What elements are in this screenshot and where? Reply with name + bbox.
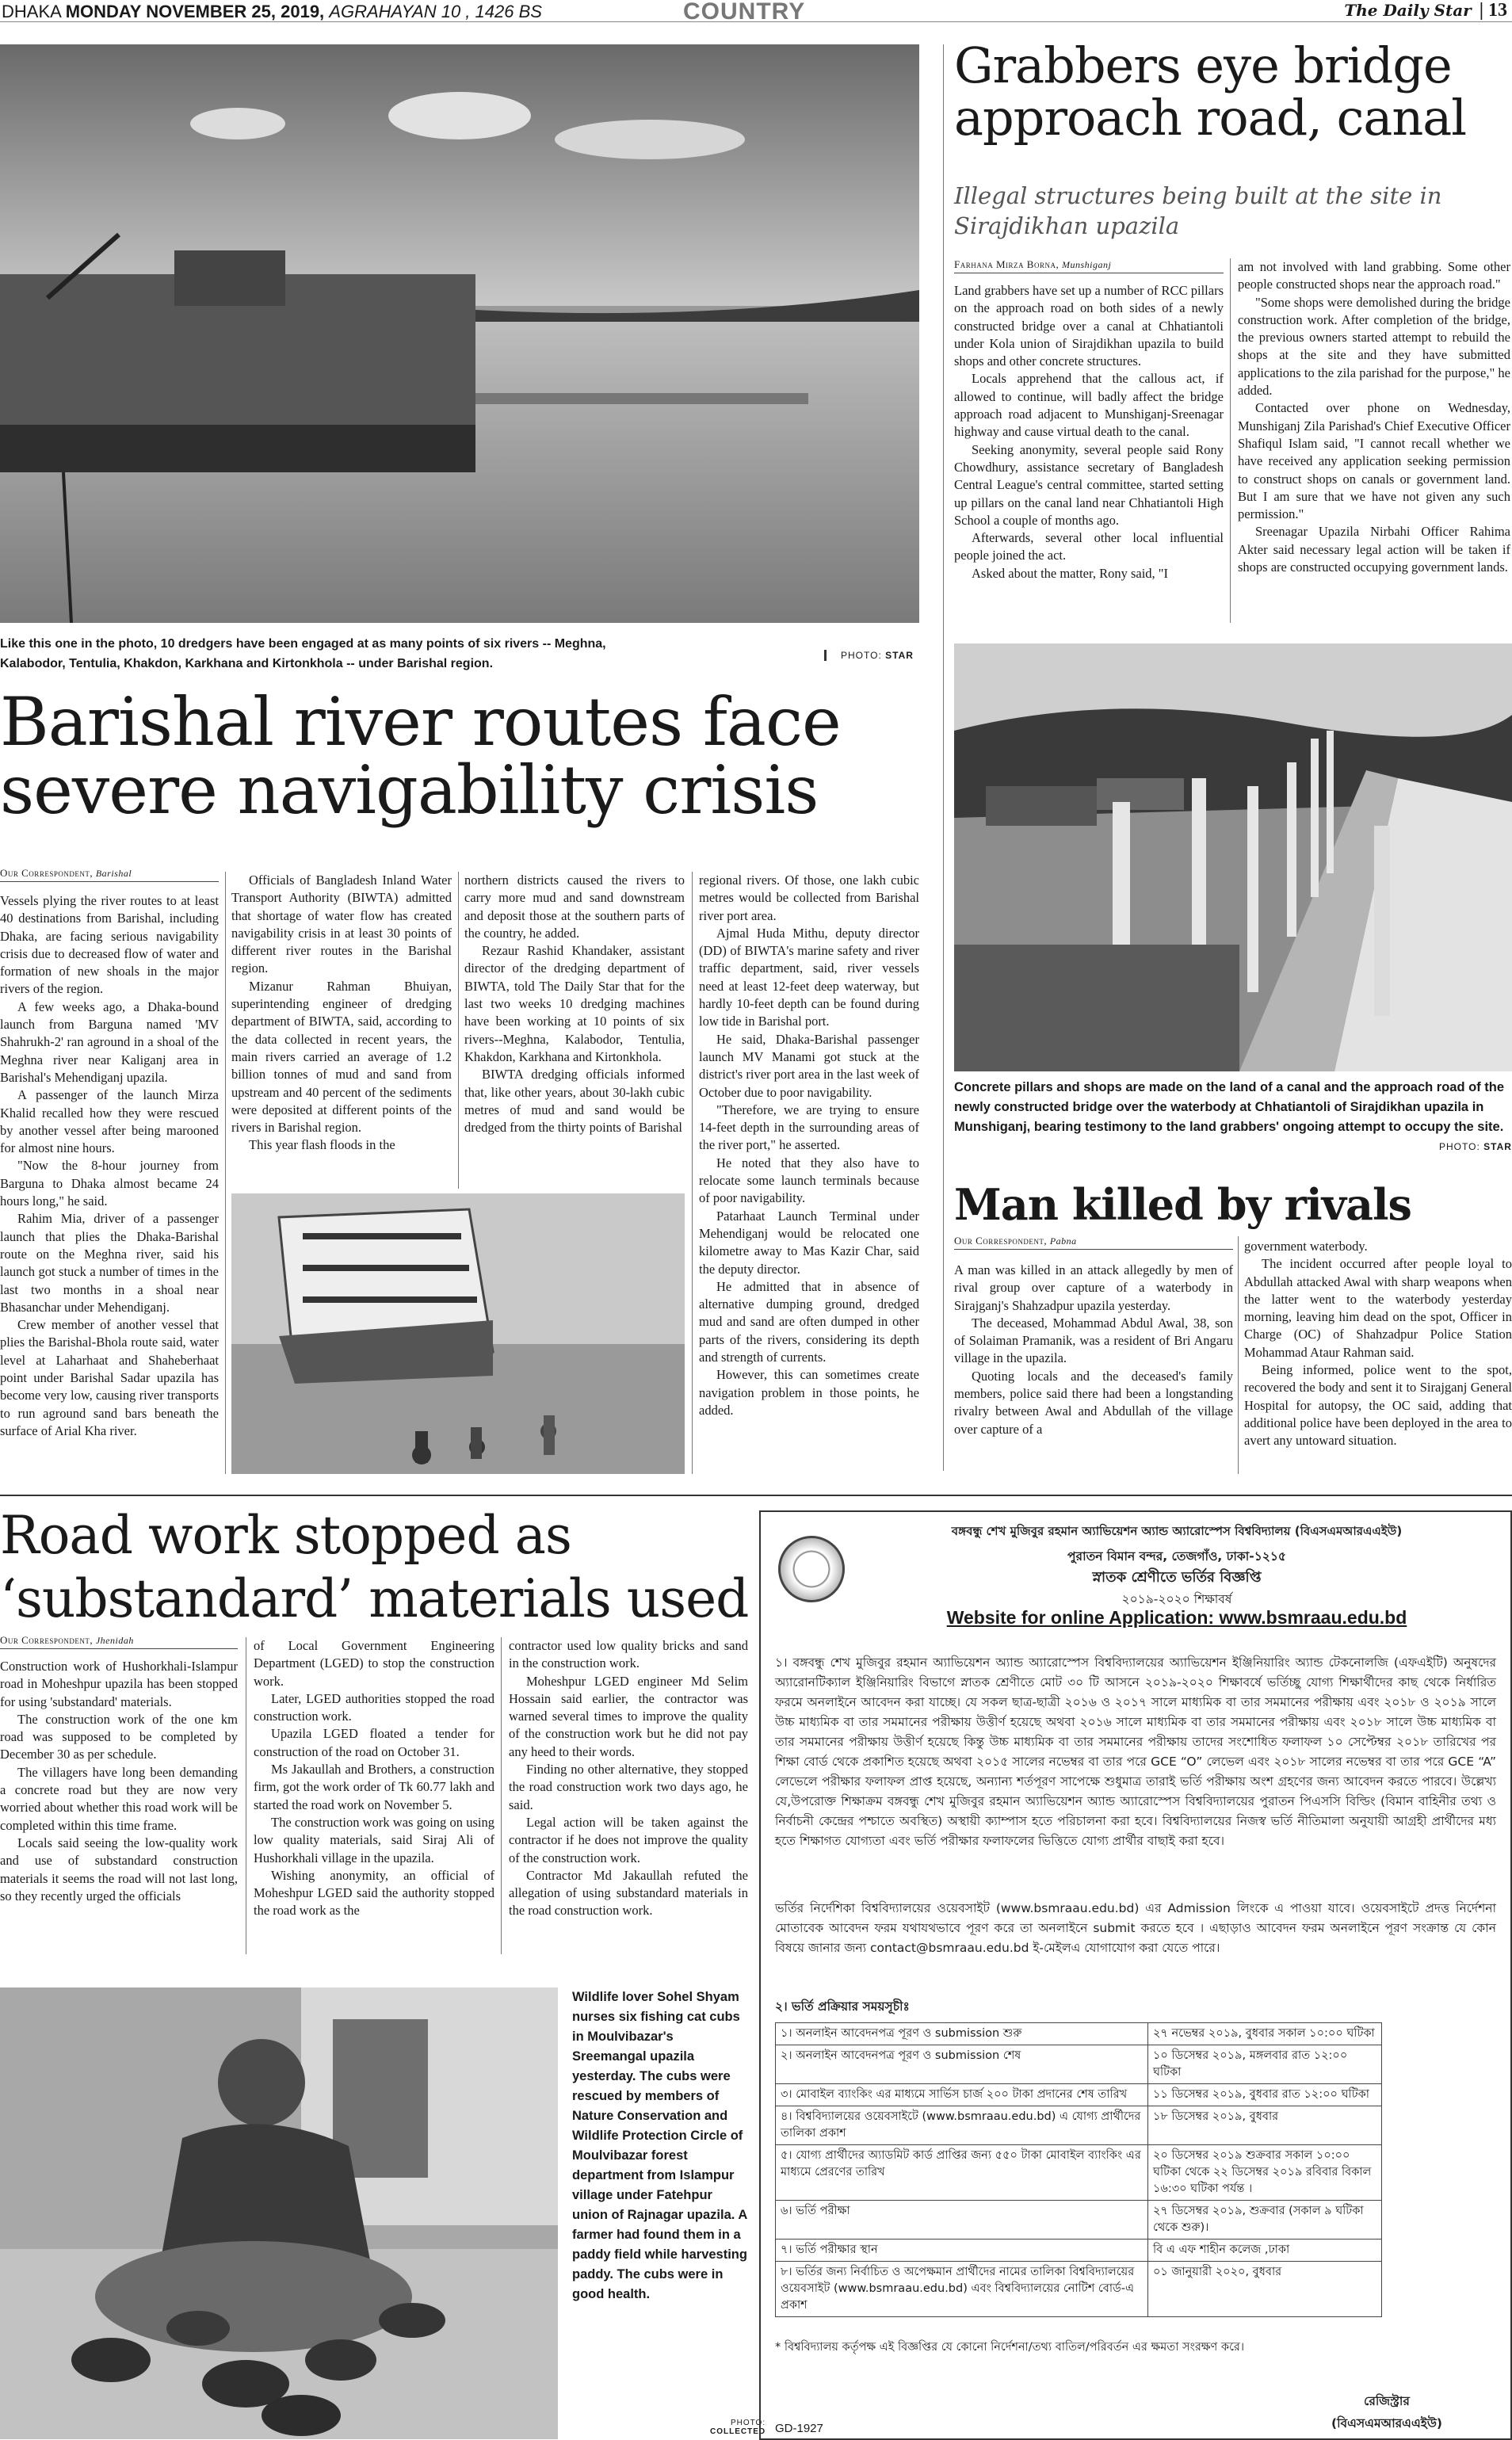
rivals-col-2 — [1244, 1238, 1512, 1450]
barishal-headline: Barishal river routes face severe navigability crisis — [0, 683, 841, 829]
paragraph: of Local Government Engineering Department (LGED) to stop the construction work. — [254, 1638, 494, 1689]
paragraph: The construction work was going on using low quality materials, said Siraj Ali of Hushorkhali village in the upazila. — [254, 1814, 494, 1865]
grabbers-headline: Grabbers eye bridge approach road, canal — [954, 36, 1467, 147]
dredger-photo-credit: PHOTO: STAR — [824, 650, 914, 661]
pillars-photo — [954, 643, 1512, 1071]
paragraph: He said, Dhaka-Barishal passenger launch MV Manami got stuck at the district's river port area in the last week of October due to poor navigability. — [699, 1031, 919, 1100]
paragraph: A few weeks ago, a Dhaka-bound launch from Barguna named 'MV Shahrukh-2' ran aground in a shoal of the Meghna river near Kaliganj area in Barishal's Mehendiganj upazila. — [0, 999, 219, 1085]
paragraph: am not involved with land grabbing. Some other people constructed shops near the approach road." — [1238, 259, 1510, 292]
admission-paragraph-2: ভর্তির নির্দেশিকা বিশ্ববিদ্যালয়ের ওয়েবসাইট (www.bsmraau.edu.bd) এর Admission লিংকে এ পাওয়া যাবে। ওয়েবসাইটে প্রদত্ত নির্দেশনা মোতাবেক আবেদন ফরম যথাযথভাবে পূরণ করে তা অনলাইনে submit করতে হবে । এছাড়াও আবেদন ফরম অনলাইনে পূরণ সংক্রান্ত যে কোন বিষয়ে জানার জন্য contact@bsmraau.edu.bd ই-মেইলএ যোগাযোগ করা যেতে পারে। — [775, 1901, 1496, 1955]
schedule-date: ১০ ডিসেম্বর ২০১৯, মঙ্গলবার রাত ১২:০০ ঘটিকা — [1148, 2045, 1382, 2084]
paragraph: contractor used low quality bricks and sand in the construction work. — [509, 1638, 748, 1671]
signatory: রেজিস্ট্রার — [1364, 2394, 1410, 2408]
paragraph: Rahim Mia, driver of a passenger launch that plies the Dhaka-Barishal route on the Meghna river, said his launch got stuck a number of times in the last two months in a shoal near Bhasanchar under Mehendiganj. — [0, 1211, 219, 1315]
schedule-item: ১। অনলাইন আবেদনপত্র পূরণ ও submission শুরু — [776, 2023, 1148, 2045]
schedule-table — [775, 2022, 1382, 2317]
section-name: COUNTRY — [683, 0, 806, 25]
paragraph: Afterwards, several other local influential people joined the act. — [954, 530, 1224, 563]
paragraph: Being informed, police went to the spot, recovered the body and sent it to Sirajganj General Hospital for autopsy, the OC said, adding that additional police have been deployed in the area to avert any untoward situation. — [1244, 1362, 1512, 1449]
paragraph: The villagers have long been demanding a concrete road but they are now very worried about whether this road work will be completed within this time frame. — [0, 1764, 238, 1833]
paragraph: Upazila LGED floated a tender for construction of the road on October 31. — [254, 1726, 494, 1759]
schedule-item: ২। অনলাইন আবেদনপত্র পূরণ ও submission শেষ — [776, 2045, 1148, 2084]
schedule-date: ২০ ডিসেম্বর ২০১৯ শুক্রবার সকাল ১০:০০ ঘটিকা থেকে ২২ ডিসেম্বর ২০১৯ রবিবার বিকাল ১৬:৩০ ঘটিকা পর্যন্ত । — [1148, 2145, 1382, 2201]
paragraph: Vessels plying the river routes to at least 40 destinations from Barishal, including Dhaka, are facing serious navigability crisis due to decreased flow of water and formation of new shoals in the major rivers of the region. — [0, 893, 219, 997]
fishing-cat-credit: PHOTO: COLLECTED — [710, 2419, 766, 2436]
masthead: The Daily Star | 13 — [1344, 0, 1507, 21]
barishal-col-3 — [464, 872, 685, 1136]
paragraph: "Therefore, we are trying to ensure 14-feet depth in the surrounding areas of the river port," he asserted. — [699, 1102, 919, 1153]
schedule-row — [776, 2240, 1382, 2262]
schedule-row — [776, 2106, 1382, 2145]
paragraph: "Now the 8-hour journey from Barguna to Dhaka almost became 24 hours long," he said. — [0, 1158, 219, 1209]
dredger-photo — [0, 44, 919, 623]
paragraph: Locals said seeing the low-quality work and use of substandard construction materials it seems the road will not last long, so they recently urged the officials — [0, 1835, 238, 1904]
barishal-byline: Our Correspondent, Barishal — [0, 867, 219, 882]
schedule-row — [776, 2201, 1382, 2240]
road-col-2 — [254, 1637, 494, 1920]
signatory-org: (বিএসএমআরএএইউ) — [1331, 2416, 1442, 2430]
grabbers-col-1 — [954, 282, 1224, 582]
schedule-row — [776, 2145, 1382, 2201]
road-col-3 — [509, 1637, 748, 1920]
schedule-item: ৪। বিশ্ববিদ্যালয়ের ওয়েবসাইটে (www.bsmraau.edu.bd) এ যোগ্য প্রার্থীদের তালিকা প্রকাশ — [776, 2106, 1148, 2145]
schedule-item: ৮। ভর্তির জন্য নির্বাচিত ও অপেক্ষমান প্রার্থীদের নামের তালিকা বিশ্ববিদ্যালয়ের ওয়েবসাইট (www.bsmraau.edu.bd) এবং বিশ্ববিদ্যালয়ের নোটিশ বোর্ড-এ প্রকাশ — [776, 2262, 1148, 2317]
schedule-date: ২৭ নভেম্বর ২০১৯, বুধবার সকাল ১০:০০ ঘটিকা — [1148, 2023, 1382, 2045]
fishing-cat-caption: Wildlife lover Sohel Shyam nurses six fishing cat cubs in Moulvibazar's Sreemangal upazila yesterday. The cubs were rescued by members of Nature Conservation and Wildlife Protection Circle of Moulvibazar forest department from Islampur village under Fatehpur union of Rajnagar upazila. A farmer had found them in a paddy field while harvesting paddy. The cubs were in good health. — [572, 1990, 747, 2301]
paragraph: A passenger of the launch Mirza Khalid recalled how they were rescued by another vessel after being marooned for almost nine hours. — [0, 1087, 219, 1156]
paragraph: Quoting locals and the deceased's family members, police said there had been a longstanding rivalry between Awal and Abdullah of the village over capture of a — [954, 1368, 1233, 1437]
schedule-row — [776, 2045, 1382, 2084]
paragraph: Moheshpur LGED engineer Md Selim Hossain said earlier, the contractor was warned several times to improve the quality of the construction work but he did not pay any heed to their words. — [509, 1673, 748, 1759]
paragraph: Legal action will be taken against the contractor if he does not improve the quality of the construction work. — [509, 1814, 748, 1865]
paragraph: A man was killed in an attack allegedly by men of rival group over capture of a waterbody in Sirajganj's Shahzadpur upazila yesterday. — [954, 1262, 1233, 1313]
paragraph: northern districts caused the rivers to carry more mud and sand downstream and deposit those at the southern parts of the country, he added. — [464, 873, 685, 941]
paragraph: Patarhaat Launch Terminal under Mehendiganj would be relocated one kilometre away to Mas Kazir Char, said the deputy director. — [699, 1208, 919, 1277]
paragraph: Mizanur Rahman Bhuiyan, superintending engineer of dredging department of BIWTA, said, according to the data collected in recent years, the main rivers carried an average of 1.2 billion tonnes of mud and sand from upstream and 40 percent of the sediments were deposited at different points of the rivers in Barishal region. — [231, 978, 452, 1136]
paragraph: He noted that they also have to relocate some launch terminals because of poor navigability. — [699, 1155, 919, 1206]
barishal-col-4 — [699, 872, 919, 1419]
pillars-photo-credit: PHOTO: STAR — [1439, 1141, 1512, 1152]
paragraph: BIWTA dredging officials informed that, like other years, about 30-lakh cubic metres of mud and sand would be dredged from the thirty points of Barishal — [464, 1067, 685, 1136]
schedule-item: ৩। মোবাইল ব্যাংকিং এর মাধ্যমে সার্ভিস চার্জ ২০০ টাকা প্রদানের শেষ তারিখ — [776, 2084, 1148, 2106]
paragraph: Sreenagar Upazila Nirbahi Officer Rahima Akter said necessary legal action will be taken if shops are constructed occupying government lands. — [1238, 524, 1510, 575]
schedule-row — [776, 2084, 1382, 2106]
barishal-col-1 — [0, 892, 219, 1440]
rivals-headline: Man killed by rivals — [954, 1179, 1411, 1230]
paragraph: Wishing anonymity, an official of Moheshpur LGED said the authority stopped the road work as the — [254, 1867, 494, 1919]
paragraph: The construction work of the one km road was supposed to be completed by December 30 as per schedule. — [0, 1711, 238, 1762]
paragraph: The incident occurred after people loyal to Abdullah attacked Awal with sharp weapons when the latter went to the waterbody yesterday morning, leaving him dead on the spot, Officer in Charge (OC) of Shahzadpur Police Station Mohammad Ataur Rahman said. — [1244, 1256, 1512, 1360]
paragraph: Ms Jakaullah and Brothers, a construction firm, got the work order of Tk 60.77 lakh and started the road work on November 5. — [254, 1762, 494, 1812]
pillars-photo-caption: Concrete pillars and shops are made on the land of a canal and the approach road of the newly constructed bridge over the waterbody at Chhatiantoli of Sirajdikhan upazila in Munshiganj, bearing testimony to the land grabbers' ongoing attempt to occupy the site. — [954, 1080, 1505, 1134]
university-seal-icon — [778, 1536, 845, 1602]
dateline: DHAKA MONDAY NOVEMBER 25, 2019, AGRAHAYAN 10 , 1426 BS — [2, 2, 542, 21]
fishing-cat-photo — [0, 1988, 558, 2439]
schedule-date: ২৭ ডিসেম্বর ২০১৯, শুক্রবার (সকাল ৯ ঘটিকা থেকে শুরু)। — [1148, 2201, 1382, 2240]
paragraph: Rezaur Rashid Khandaker, assistant director of the dredging department of BIWTA, told The Daily Star that for the last two weeks 10 dredging machines have been working at 10 points of six rivers--Meghna, Kalabodor, Tentulia, Khakdon, Karkhana and Kirtonkhola. — [464, 943, 685, 1064]
paragraph: This year flash floods in the — [249, 1137, 395, 1153]
schedule-date: ০১ জানুয়ারী ২০২০, বুধবার — [1148, 2262, 1382, 2317]
notice-title: স্নাতক শ্রেণীতে ভর্তির বিজ্ঞপ্তি — [1092, 1569, 1262, 1586]
grabbers-subtitle: Illegal structures being built at the site in Sirajdikhan upazila — [954, 182, 1442, 239]
website-line: Website for online Application: www.bsmraau.edu.bd — [946, 1607, 1407, 1628]
paragraph: He admitted that in absence of alternative dumping ground, dredged mud and sand are often dumped in other parts of the rivers, considering its depth and strength of currents. — [699, 1278, 919, 1365]
paragraph: government waterbody. — [1244, 1239, 1368, 1254]
paragraph: Finding no other alternative, they stopped the road construction work two days ago, he said. — [509, 1762, 748, 1812]
paragraph: The deceased, Mohammad Abdul Awal, 38, son of Solaiman Pramanik, was a resident of Bri Angaru village in the upazila. — [954, 1315, 1233, 1366]
university-address: পুরাতন বিমান বন্দর, তেজগাঁও, ঢাকা-১২১৫ — [1067, 1549, 1286, 1564]
session: ২০১৯-২০২০ শিক্ষাবর্ষ — [1121, 1592, 1232, 1606]
paragraph: Asked about the matter, Rony said, "I — [972, 565, 1169, 581]
paragraph: Ajmal Huda Mithu, deputy director (DD) of BIWTA's marine safety and river traffic department, said, river vessels need at least 12-feet deep waterway, but hardly 10-feet depth can be found during low tide in Barishal port. — [699, 925, 919, 1029]
schedule-item: ৭। ভর্তি পরীক্ষার স্থান — [776, 2240, 1148, 2262]
grabbers-col-2 — [1238, 258, 1510, 576]
paragraph: regional rivers. Of those, one lakh cubic metres would be collected from Barishal river port area. — [699, 873, 919, 923]
dredger-photo-caption: Like this one in the photo, 10 dredgers have been engaged at as many points of six rivers -- Meghna, Kalabodor, Tentulia, Khakdon, Karkhana and Kirtonkhola -- under Barishal region. — [0, 637, 606, 670]
schedule-row — [776, 2023, 1382, 2045]
barishal-col-2 — [231, 872, 452, 1155]
admission-paragraph-1: ১। বঙ্গবন্ধু শেখ মুজিবুর রহমান অ্যাভিয়েশন অ্যান্ড অ্যারোস্পেস বিশ্ববিদ্যালয়ের অ্যাভিয়েশন ইঞ্জিনিয়ারিং অ্যান্ড টেকনোলজি (এফএইটি) অনুষদের অ্যারোনটিক্যাল ইঞ্জিনিয়ারিং বিভাগে স্নাতক শ্রেণীতে মোট ৩০ টি আসনে ২০১৯-২০২০ শিক্ষাবর্ষে ভর্তিচ্ছু যোগ্য শিক্ষার্থীদের কাছ থেকে নির্ধারিত ফরমে অনলাইনে আবেদন করা যাচ্ছে। যে সকল ছাত্র-ছাত্রী ২০১৬ ও ২০১৭ সালে মাধ্যমিক বা তার সমমানের পরীক্ষায় এবং ২০১৮ ও ২০১৯ সালে উচ্চ মাধ্যমিক বা তার সমমানের পরীক্ষায় উত্তীর্ণ হয়েছে অথবা ২০১৬ সালে মাধ্যমিক বা তার সমমানের পরীক্ষায় এবং ২০১৮ সালে উচ্চ মাধ্যমিক বা তার সমমানের পরীক্ষায় উত্তীর্ণ হয়েছে কিন্তু উচ্চ মাধ্যমিক বা তার সমমানের পরীক্ষায় তাদের সংশোধিত ফলাফল ১০ সেপ্টেম্বর ২০১৮ তারিখের পর শিক্ষা বোর্ড থেকে প্রকাশিত হয়েছে অথবা ২০১৫ সালের নভেম্বর বা তার পরে GCE “O” লেভেল এবং ২০১৮ সালের নভেম্বর বা তার পরে GCE “A” লেভেলে পরীক্ষার ফলাফল প্রাপ্ত হয়েছে, অন্যান্য শর্তপূরণ সাপেক্ষে শুধুমাত্র তারাই ভর্তি পরীক্ষায় অংশ গ্রহণের জন্য আবেদন করতে পারবে। উল্লেখ্য যে,উপরোক্ত শিক্ষাক্রম বঙ্গবন্ধু শেখ মুজিবুর রহমান অ্যাভিয়েশন অ্যান্ড অ্যারোস্পেস বিশ্ববিদ্যালয়ের পুরাতন পিএসসি বিল্ডিং (বিমান বাহিনীর তথ্য ও নির্বাচনী কেন্দ্রের পশ্চাতে অবস্থিত) অস্থায়ী ক্যাম্পাস হতে পরিচালনা করা হবে। বিশ্ববিদ্যালয়ের নিজস্ব ভর্তি নীতিমালা অনুযায়ী আগ্রহী প্রার্থীদের মধ্য হতে শিক্ষাগত যোগ্যতা এবং ভর্তি পরীক্ষার ফলাফলের ভিত্তিতে যোগ্য প্রার্থীর বাছাই করা হবে। — [775, 1655, 1496, 1848]
page-header — [0, 0, 1512, 25]
schedule-date: ১৮ ডিসেম্বর ২০১৯, বুধবার — [1148, 2106, 1382, 2145]
university-name: বঙ্গবন্ধু শেখ মুজিবুর রহমান অ্যাভিয়েশন অ্যান্ড অ্যারোস্পেস বিশ্ববিদ্যালয় (বিএসএমআরএএইউ) — [951, 1524, 1403, 1538]
paragraph: Contacted over phone on Wednesday, Munshiganj Zila Parishad's Chief Executive Officer Shafiqul Islam said, "I cannot recall whether we have received any application seeking permission to construct shops on canals or government land. But I am sure that we have not given any such permission." — [1238, 400, 1510, 522]
ad-code: GD-1927 — [775, 2422, 823, 2435]
schedule-date: ১১ ডিসেম্বর ২০১৯, বুধবার রাত ১২:০০ ঘটিকা — [1148, 2084, 1382, 2106]
schedule-date: বি এ এফ শাহীন কলেজ ,ঢাকা — [1148, 2240, 1382, 2262]
admission-advertisement — [759, 1510, 1512, 2440]
paragraph: However, this can sometimes create navigation problem in those points, he added. — [699, 1367, 919, 1418]
road-headline: Road work stopped as ‘substandard’ materials used — [0, 1505, 749, 1629]
paragraph: Locals apprehend that the callous act, if allowed to continue, will badly affect the bridge approach road adjacent to Munshiganj-Sreenagar highway and cause virtual death to the canal. — [954, 371, 1224, 440]
road-byline: Our Correspondent, Jhenidah — [0, 1634, 238, 1649]
ad-footnote: * বিশ্ববিদ্যালয় কর্তৃপক্ষ এই বিজ্ঞপ্তির যে কোনো নির্দেশনা/তথ্য বাতিল/পরিবর্তন এর ক্ষমতা সংরক্ষণ করে। — [775, 2341, 1245, 2354]
paragraph: Later, LGED authorities stopped the road construction work. — [254, 1690, 494, 1724]
paragraph: "Some shops were demolished during the bridge construction work. After completion of the bridge, the previous owners started attempt to rebuild the shops at the site and they have submitted applications to the zila parishad for the purpose," he added. — [1238, 294, 1510, 399]
paragraph: Crew member of another vessel that plies the Barishal-Bhola route said, water level at Laharhaat and Shaheberhaat point under Barishal Sadar upazila has become very low, causing river transports to run aground sand bars beneath the surface of Arial Kha river. — [0, 1317, 219, 1438]
launch-photo — [231, 1193, 685, 1474]
road-col-1 — [0, 1658, 238, 1905]
paragraph: Officials of Bangladesh Inland Water Transport Authority (BIWTA) admitted that shortage of water flow has created navigability crisis in at least 30 points of different river routes in the Barishal region. — [231, 873, 452, 976]
paragraph: Contractor Md Jakaullah refuted the allegation of using substandard materials in the road construction work. — [509, 1867, 748, 1919]
schedule-item: ৫। যোগ্য প্রার্থীদের অ্যাডমিট কার্ড প্রাপ্তির জন্য ৫৫০ টাকা মোবাইল ব্যাংকিং এর মাধ্যমে প্রেরণের তারিখ — [776, 2145, 1148, 2201]
schedule-item: ৬। ভর্তি পরীক্ষা — [776, 2201, 1148, 2240]
schedule-row — [776, 2262, 1382, 2317]
paragraph: Construction work of Hushorkhali-Islampur road in Moheshpur upazila has been stopped for using 'substandard' materials. — [0, 1659, 238, 1709]
paragraph: Seeking anonymity, several people said Rony Chowdhury, assistance secretary of Bangladesh Central League's central committee, started setting up pillars on the canal land near Chhatiantoli High School a couple of months ago. — [954, 441, 1224, 528]
grabbers-byline: Farhana Mirza Borna, Munshiganj — [954, 258, 1224, 273]
rivals-col-1 — [954, 1262, 1233, 1438]
schedule-heading: ২। ভর্তি প্রক্রিয়ার সময়সূচীঃ — [775, 1999, 910, 2014]
paragraph: Land grabbers have set up a number of RCC pillars on the approach road on both sides of a newly constructed bridge over a canal at Chhatiantoli under Kola union of Sirajdikhan upazila to build shops and other concrete structures. — [954, 283, 1224, 369]
rivals-byline: Our Correspondent, Pabna — [954, 1235, 1233, 1250]
